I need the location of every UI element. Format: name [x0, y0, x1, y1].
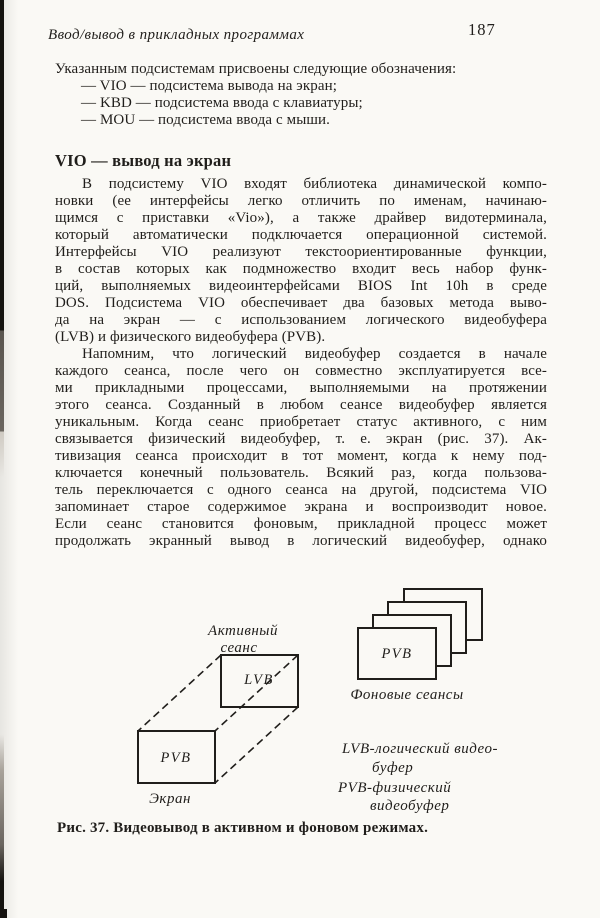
body-line: каждого сеанса, после чего он совместно эксплуатируется все-: [55, 363, 547, 379]
legend-pvb-line1: PVB-физический: [338, 780, 452, 796]
background-sessions-label: Фоновые сеансы: [350, 687, 464, 703]
body-line: Если сеанс становится фоновым, прикладной процесс может: [55, 516, 547, 532]
body-line: ций, выполняемых видеоинтерфейсами BIOS Int 10h в среде: [55, 278, 547, 294]
intro-line: — KBD — подсистема ввода с клавиатуры;: [81, 95, 363, 111]
body-line: Интерфейсы VIO реализуют текстоориентированные функции,: [55, 244, 547, 260]
legend-lvb-line2: буфер: [372, 760, 414, 776]
body-line: запоминает старое содержимое экрана и воспроизводит новое.: [55, 499, 547, 515]
body-line: ключается конечный пользователь. Всякий раз, когда пользова-: [55, 465, 547, 481]
body-line: который автоматически подключается операционной системой.: [55, 227, 547, 243]
legend-pvb-line2: видеобуфер: [370, 798, 450, 814]
figure-caption: Рис. 37. Видеовывод в активном и фоновом режимах.: [57, 820, 429, 836]
stack-pvb-label: PVB: [381, 646, 413, 662]
body-line: DOS. Подсистема VIO обеспечивает два базовых метода выво-: [55, 295, 547, 311]
figure-37-diagram: [40, 584, 560, 820]
body-text: [55, 176, 547, 550]
intro-line: — MOU — подсистема ввода с мыши.: [81, 112, 331, 128]
active-session-label-line1: Активный: [208, 623, 278, 639]
body-line: да на экран — с использованием логического видеобуфера: [55, 312, 547, 328]
scan-edge-strip: [0, 0, 4, 918]
body-line: продолжать экранный вывод в логический видеобуфер, однако: [55, 533, 547, 549]
body-line: В подсистему VIO входят библиотека динамической компо-: [82, 176, 547, 192]
screen-label: Экран: [149, 791, 191, 807]
intro-line: Указанным подсистемам присвоены следующие обозначения:: [55, 61, 457, 77]
body-line: Напомним, что логический видеобуфер создается в начале: [82, 346, 547, 362]
body-line: уникальным. Когда сеанс приобретает статус активного, с ним: [55, 414, 547, 430]
body-line: (LVB) и физического видеобуфера (PVB).: [55, 329, 326, 345]
body-line: в состав которых как подмножество входит весь набор функ-: [55, 261, 547, 277]
body-line: ми прикладными процессами, выполняемыми на протяжении: [55, 380, 547, 396]
body-line: новки (ее интерфейсы легко отличить по именам, начинаю-: [55, 193, 547, 209]
scan-edge-corner: [0, 909, 7, 918]
page-number: 187: [468, 20, 496, 39]
intro-block: [55, 61, 547, 129]
body-line: этого сеанса. Созданный в любом сеансе видеобуфер является: [55, 397, 547, 413]
background-sessions-stack: [358, 589, 482, 679]
body-line: связывается физический видеобуфер, т. е. экран (рис. 37). Ак-: [55, 431, 547, 447]
pvb-box-label: PVB: [160, 750, 192, 766]
body-line: тель переключается с одного сеанса на другой, подсистема VIO: [55, 482, 547, 498]
section-heading: VIO — вывод на экран: [55, 151, 232, 170]
lvb-box-label: LVB: [244, 672, 274, 688]
body-line: щимся с приставки «Vio»), а также драйвер видотерминала,: [55, 210, 547, 226]
active-session-label-line2: сеанс: [220, 640, 258, 656]
intro-line: — VIO — подсистема вывода на экран;: [81, 78, 337, 94]
legend-lvb-line1: LVB-логический видео-: [342, 741, 498, 757]
running-header: Ввод/вывод в прикладных программах: [48, 27, 305, 43]
body-line: тивизация сеанса происходит в тот момент, когда к нему под-: [55, 448, 547, 464]
